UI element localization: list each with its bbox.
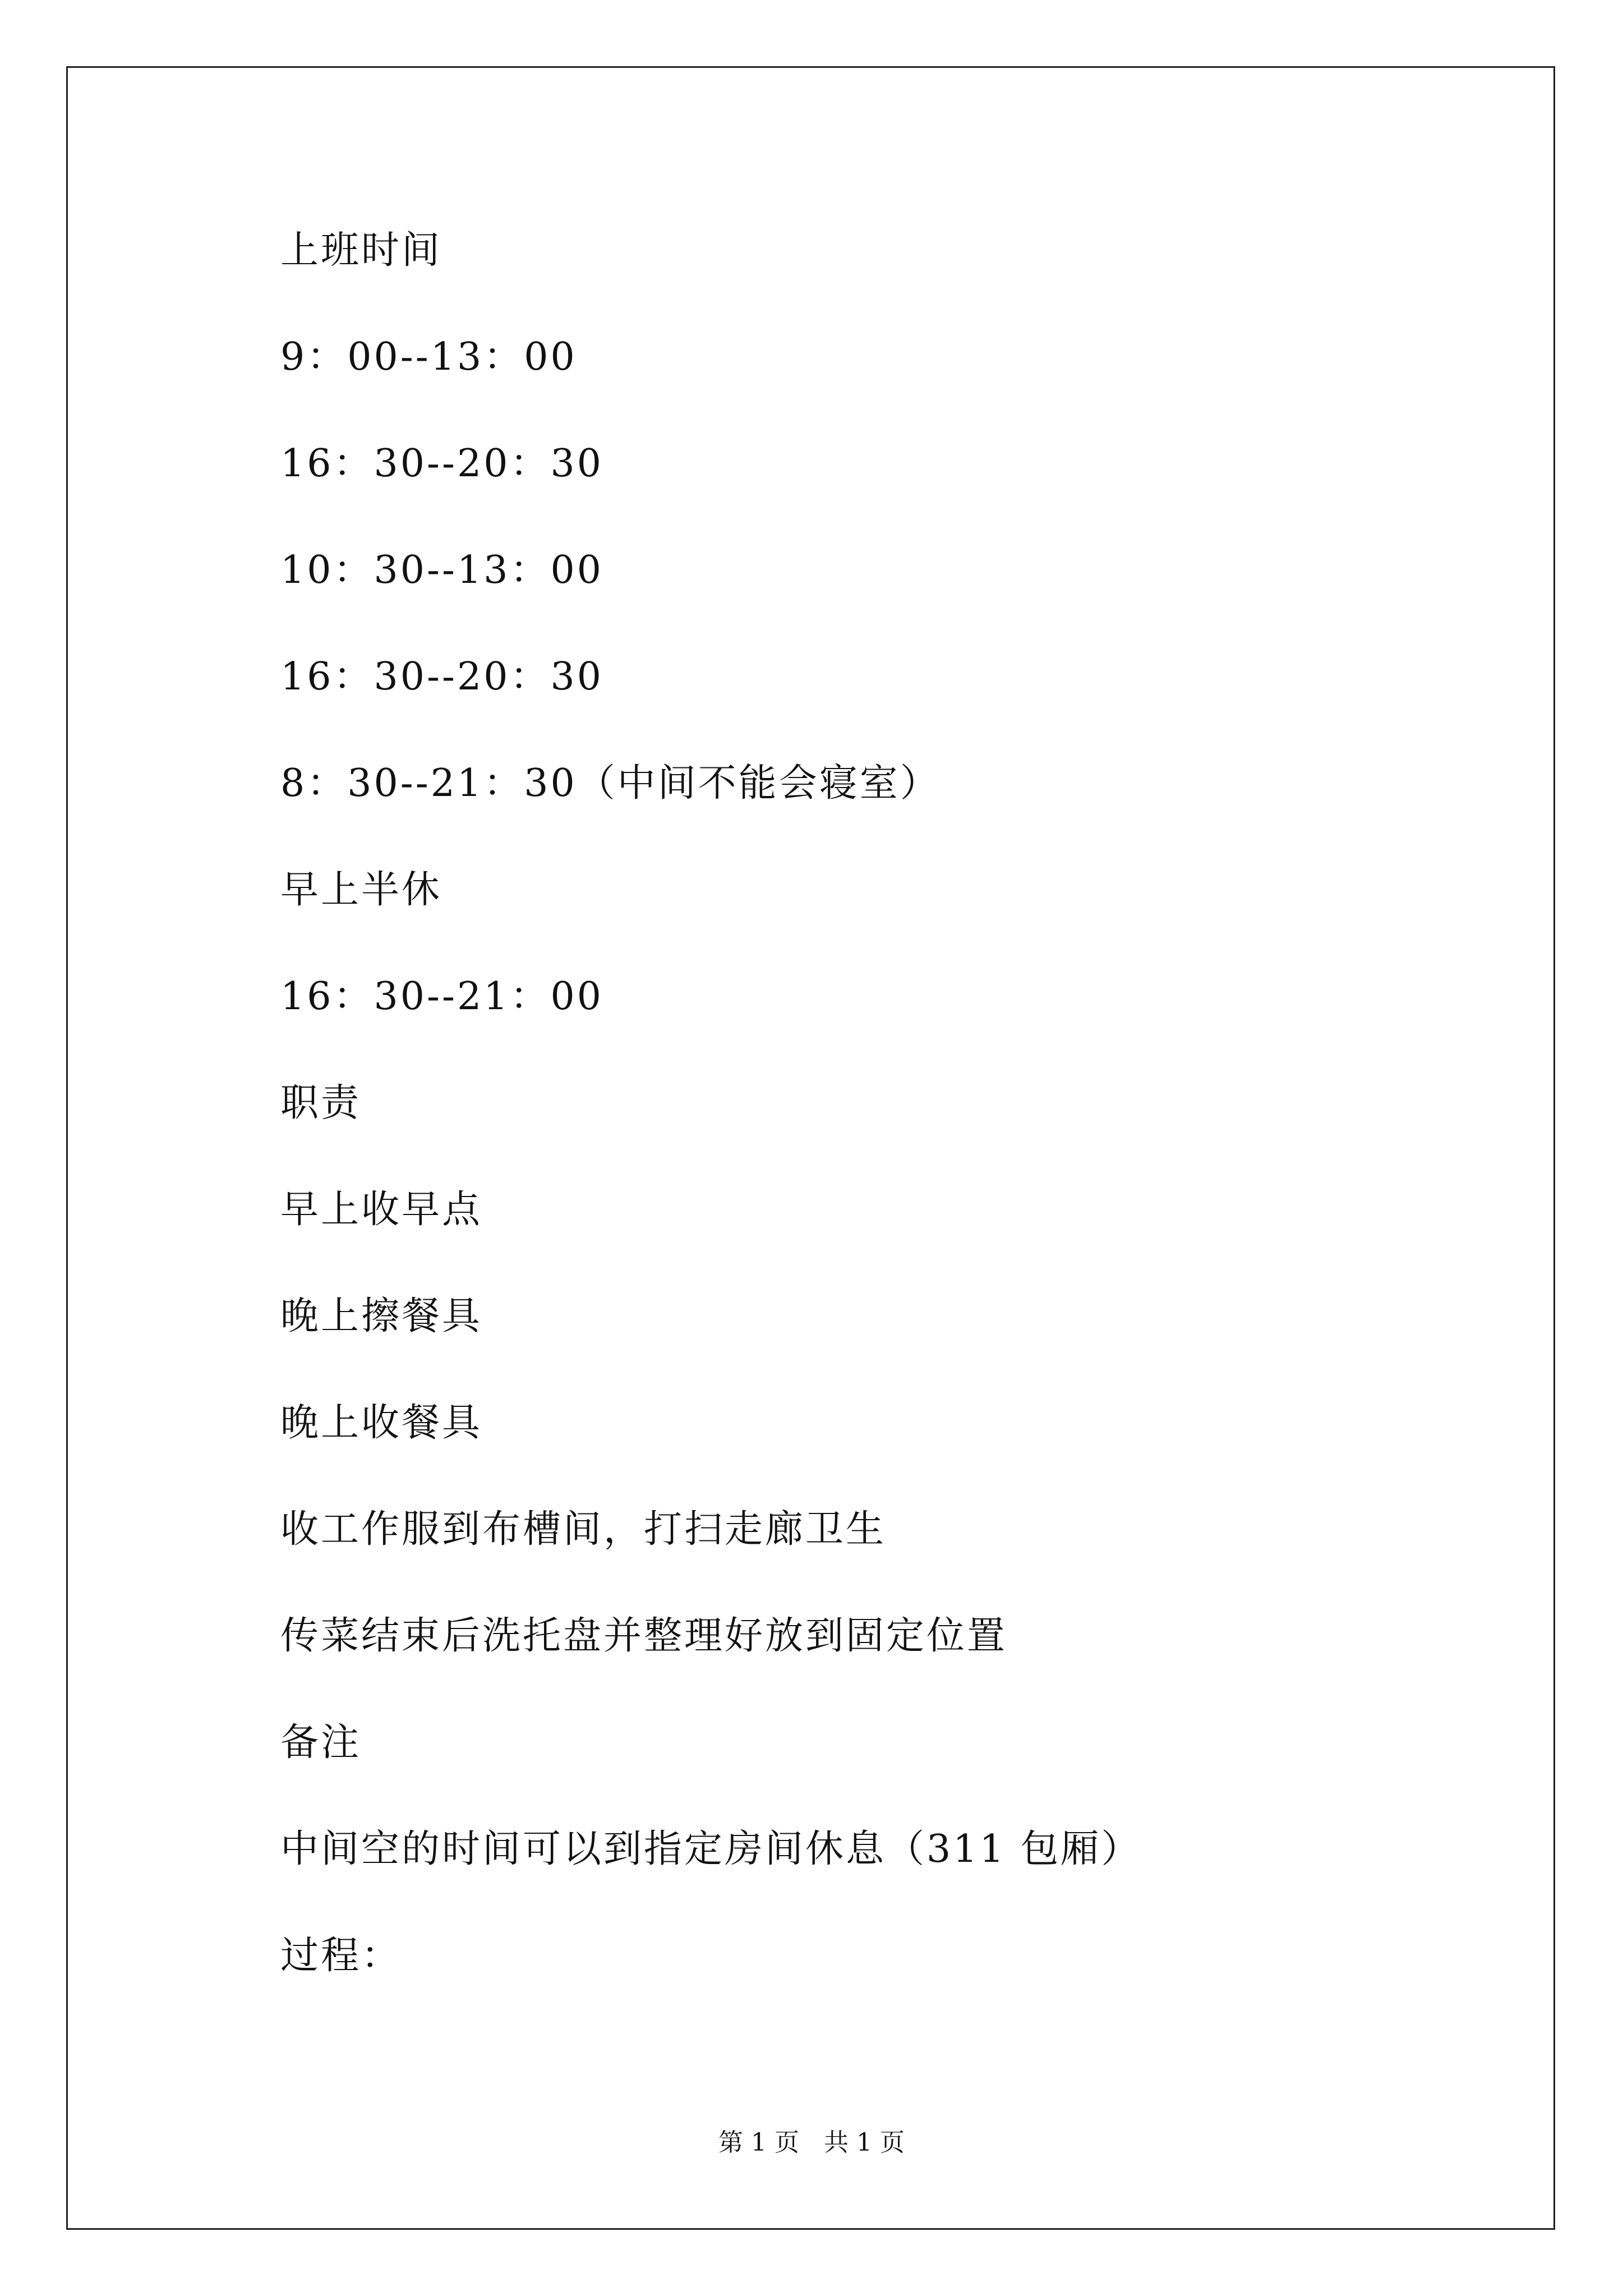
page-footer: 第 1 页 共 1 页: [718, 2128, 905, 2157]
text-line: 晚上收餐具: [280, 1401, 483, 1445]
text-line: 中间空的时间可以到指定房间休息（311 包厢）: [280, 1827, 1142, 1871]
text-line: 早上半休: [280, 868, 442, 912]
document-body: [280, 0, 1514, 2132]
text-line: 16：30--21：00: [280, 974, 604, 1019]
text-line: 8：30--21：30（中间不能会寝室）: [280, 761, 940, 806]
section-heading-duties: 职责: [280, 1081, 362, 1125]
text-line: 16：30--20：30: [280, 441, 604, 486]
text-line: 早上收早点: [280, 1188, 483, 1232]
text-line: 10：30--13：00: [280, 548, 604, 592]
text-line: 9：00--13：00: [280, 335, 577, 379]
section-heading-notes: 备注: [280, 1720, 362, 1765]
text-line: 晚上擦餐具: [280, 1294, 483, 1338]
section-heading-process: 过程：: [280, 1934, 402, 1978]
text-line: 传菜结束后洗托盘并整理好放到固定位置: [280, 1614, 1008, 1658]
text-line: 16：30--20：30: [280, 655, 604, 699]
section-heading-work-hours: 上班时间: [280, 228, 442, 273]
text-line: 收工作服到布槽间，打扫走廊卫生: [280, 1507, 887, 1552]
